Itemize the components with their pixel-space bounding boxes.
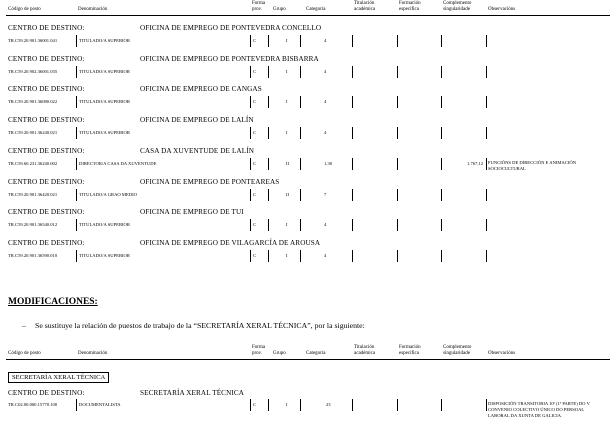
cell-divider [250,219,251,231]
col-prov-header: prov. [252,7,263,12]
cell-divider [250,66,251,78]
secretaria-centro-name: SECRETARÍA XERAL TÉCNICA [140,389,245,397]
posto-grupo: II [286,191,290,197]
cell-divider [352,96,353,108]
posto-categoria: 4 [324,130,327,136]
cell-divider [486,127,487,139]
cell-divider [352,127,353,139]
cell-divider [486,219,487,231]
secretaria-box-label: SECRETARÍA XERAL TÉCNICA [8,372,109,383]
cell-divider [352,250,353,262]
cell-divider [300,66,301,78]
posto-categoria: 7 [324,191,327,197]
centro-label: CENTRO DE DESTINO: [8,116,85,125]
centro-label: CENTRO DE DESTINO: [8,54,85,63]
cell-divider [397,66,398,78]
secretaria-observacions-2: CONVENIO COLECTIVO ÚNICO DO PERSOAL [488,407,585,412]
posto-forma: C [253,38,257,43]
cell-divider [397,399,398,411]
posto-code: TR.C59.20.901.36540.012 [8,222,58,228]
cell-divider [76,219,77,231]
col-grupo-header-2: Grupo [273,351,286,356]
posto-denominacion: TITULADO/A SUPERIOR [79,68,130,74]
posto-denominacion: DIRECTOR/A CASA DA XUVENTUDE [79,160,157,166]
col-codigo-header: Código de posto [8,7,41,12]
cell-divider [268,66,269,78]
cell-divider [441,250,442,262]
posto-categoria: 4 [324,99,327,105]
cell-divider [352,189,353,201]
cell-divider [268,399,269,411]
cell-divider [300,35,301,47]
posto-code: TR.C59.20.902.36001.035 [8,68,58,74]
col-formacion-header-2a: Formación [399,345,421,350]
centro-name: CASA DA XUVENTUDE DE LALÍN [140,146,254,155]
cell-divider [76,127,77,139]
header-rule [6,15,610,16]
posto-forma: C [253,130,257,136]
cell-divider [250,96,251,108]
posto-observacions-2: SOCIOCULTURAL [488,165,526,171]
col-titulacion-header-2b: académica [354,351,376,356]
cell-divider [441,219,442,231]
posto-complemento: 1.767,12 [467,160,484,166]
cell-divider [441,66,442,78]
cell-divider [300,219,301,231]
cell-divider [300,399,301,411]
cell-divider [250,250,251,262]
cell-divider [486,158,487,170]
cell-divider [486,189,487,201]
cell-divider [300,250,301,262]
posto-grupo: I [286,222,288,228]
centro-name: OFICINA DE EMPREGO DE VILAGARCÍA DE AROUSA [140,238,321,247]
col-prov-header-2: prov. [252,351,263,356]
posto-denominacion: TITULADO/A SUPERIOR [79,252,130,258]
cell-divider [352,66,353,78]
cell-divider [250,399,251,411]
centro-name: OFICINA DE EMPREGO DE PONTEVEDRA CONCELLO [140,24,322,32]
posto-code: TR.C59.20.901.36590.010 [8,252,58,258]
posto-denominacion: TITULADO/A SUPERIOR [79,99,130,105]
posto-grupo: I [286,130,288,136]
secretaria-code: TR.C02.00.000.15770.100 [8,402,58,407]
cell-divider [441,158,442,170]
cell-divider [268,250,269,262]
cell-divider [300,158,301,170]
cell-divider [268,219,269,231]
posto-denominacion: TITULADO/A SUPERIOR [79,130,130,136]
cell-divider [397,158,398,170]
posto-grupo: II [286,160,290,166]
centro-label: CENTRO DE DESTINO: [8,238,85,247]
cell-divider [397,250,398,262]
cell-divider [76,158,77,170]
cell-divider [486,66,487,78]
posto-observacions-1: FUNCIÓNS DE DIRECCIÓN E ANIMACIÓN [488,159,577,165]
cell-divider [441,96,442,108]
cell-divider [397,35,398,47]
centro-label: CENTRO DE DESTINO: [8,24,85,32]
posto-grupo: I [286,68,288,74]
secretaria-denominacion: DOCUMENTALISTA [79,402,121,407]
posto-forma: C [253,222,257,228]
col-complemento-header-1: Complemento [443,1,472,6]
cell-divider [268,96,269,108]
modificaciones-text: Se sustituye la relación de puestos de trabajo de la “SECRETARÍA XERAL TÉCNICA”, por la siguiente: [35,321,365,330]
col-complemento-header-2: singularidade [443,7,470,12]
posto-categoria: 1,30 [324,160,333,166]
col-titulacion-header-2a: Titulación [354,345,375,350]
cell-divider [441,35,442,47]
cell-divider [486,96,487,108]
cell-divider [397,127,398,139]
posto-code: TR.C59.20.901.36240.021 [8,130,58,136]
posto-denominacion: TITULADO/A SUPERIOR [79,38,130,43]
cell-divider [441,127,442,139]
centro-name: OFICINA DE EMPREGO DE PONTEVEDRA BISBARRA [140,54,319,63]
cell-divider [352,399,353,411]
posto-denominacion: TITULADO/A GRAO MEDIO [79,191,137,197]
modificaciones-heading: MODIFICACIONES: [8,297,98,307]
col-formacion-header-1: Formación [399,1,421,6]
col-titulacion-header-2: académica [354,7,376,12]
centro-name: OFICINA DE EMPREGO DE CANGAS [140,85,262,94]
col-formacion-header-2: específica [399,7,419,12]
cell-divider [486,35,487,47]
col-grupo-header: Grupo [273,7,286,12]
cell-divider [250,35,251,47]
col-denominacion-header-2: Denominación [78,351,108,356]
posto-categoria: 4 [324,252,327,258]
cell-divider [441,399,442,411]
secretaria-categoria: 23 [326,402,331,407]
cell-divider [76,250,77,262]
cell-divider [397,219,398,231]
cell-divider [486,250,487,262]
centro-label: CENTRO DE DESTINO: [8,85,85,94]
centro-label: CENTRO DE DESTINO: [8,208,85,217]
posto-categoria: 4 [324,68,327,74]
cell-divider [300,96,301,108]
posto-grupo: I [286,99,288,105]
cell-divider [76,66,77,78]
col-complemento-header-2b: singularidade [443,351,470,356]
posto-categoria: 4 [324,38,327,43]
col-codigo-header-2: Código de posto [8,351,41,356]
col-forma-header-2: Forma [252,345,266,350]
cell-divider [300,127,301,139]
posto-forma: C [253,68,257,74]
cell-divider [268,189,269,201]
cell-divider [250,127,251,139]
cell-divider [352,35,353,47]
cell-divider [352,219,353,231]
posto-code: TR.C59.20.901.36080.022 [8,99,58,105]
centro-label: CENTRO DE DESTINO: [8,146,85,155]
centro-name: OFICINA DE EMPREGO DE TUI [140,208,244,217]
cell-divider [76,189,77,201]
cell-divider [397,96,398,108]
cell-divider [250,158,251,170]
posto-forma: C [253,99,257,105]
posto-code: TR.C59.20.901.36001.041 [8,38,58,43]
cell-divider [486,399,487,411]
col-formacion-header-2b: específica [399,351,419,356]
cell-divider [441,189,442,201]
centro-name: OFICINA DE EMPREGO DE LALÍN [140,116,254,125]
col-titulacion-header-1: Titulación [354,1,375,6]
posto-categoria: 4 [324,222,327,228]
col-complemento-header-2a: Complemento [443,345,472,350]
posto-grupo: I [286,252,288,258]
cell-divider [268,35,269,47]
col-categoria-header-2: Categoría [306,351,326,356]
cell-divider [397,189,398,201]
posto-code: TR.C59.20.901.36420.021 [8,191,58,197]
cell-divider [76,35,77,47]
col-observacions-header: Observacións [488,7,516,12]
posto-forma: C [253,191,257,197]
cell-divider [268,127,269,139]
col-forma-header: Forma [252,1,266,6]
posto-forma: C [253,252,257,258]
cell-divider [300,189,301,201]
cell-divider [76,96,77,108]
modificaciones-dash: – [22,321,26,330]
cell-divider [352,158,353,170]
col-categoria-header: Categoría [306,7,326,12]
col-denominacion-header: Denominación [78,7,108,12]
secretaria-grupo: I [286,402,288,407]
cell-divider [250,189,251,201]
posto-code: TR.C59.60.231.36240.002 [8,160,58,166]
secretaria-centro-label: CENTRO DE DESTINO: [8,389,85,397]
cell-divider [268,158,269,170]
cell-divider [76,399,77,411]
secretaria-observacions-1: DISPOSICIÓN TRANSITORIA 10ª (1ª PARTE) DO V [488,401,590,406]
secretaria-observacions-3: LABORAL DA XUNTA DE GALICIA. [488,413,563,418]
posto-grupo: I [286,38,288,43]
posto-denominacion: TITULADO/A SUPERIOR [79,222,130,228]
header-rule-2 [6,359,610,360]
col-observacions-header-2: Observacións [488,351,516,356]
posto-forma: C [253,160,257,166]
centro-name: OFICINA DE EMPREGO DE PONTEAREAS [140,177,280,186]
secretaria-forma: C [253,402,257,407]
centro-label: CENTRO DE DESTINO: [8,177,85,186]
